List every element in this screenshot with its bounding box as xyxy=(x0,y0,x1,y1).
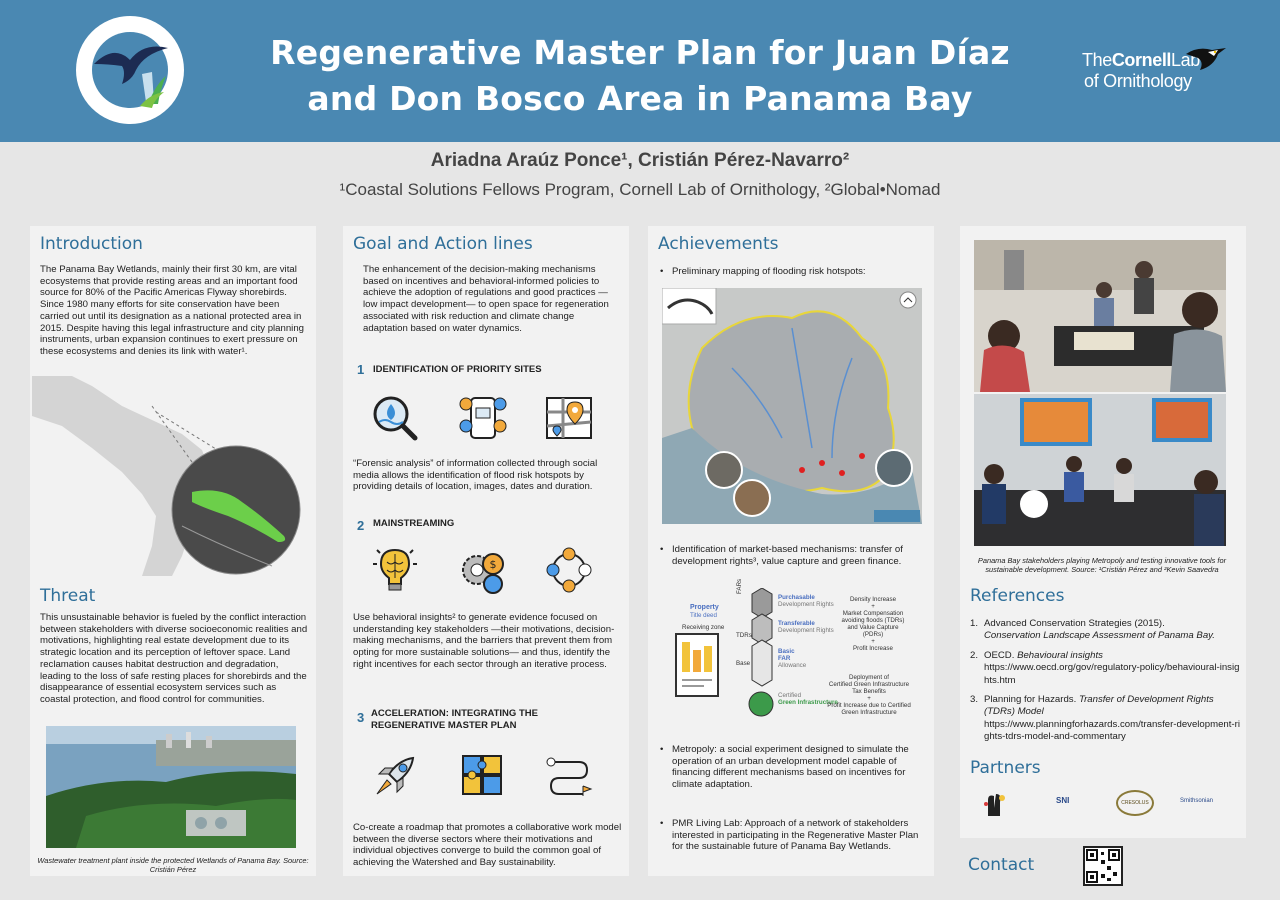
achievement-item-2: • Identification of market-based mechanisms: transfer of development rights³, value capture and green finance. xyxy=(672,544,928,567)
goal-intro: The enhancement of the decision-making mechanisms based on incentives and behavioral-informed policies to achieve the adoption of regulations and good practices —low impact development— to open space for regeneration associated with risk reduction and climate change adaptation based on water dynamics. xyxy=(363,264,609,334)
diagram-plus-1: + xyxy=(871,603,875,610)
diagram-density: Density Increase xyxy=(849,596,897,603)
authors: Ariadna Araúz Ponce¹, Cristián Pérez-Navarro² xyxy=(430,150,850,171)
reference-1-italic: Conservation Landscape Assessment of Panama Bay. xyxy=(984,630,1215,642)
threat-heading: Threat xyxy=(40,586,96,606)
diagram-basic-b: FAR xyxy=(778,655,791,662)
title-deed-icon xyxy=(674,632,720,698)
line-2-text: Use behavioral insights² to generate evidence focused on understanding key stakeholders —their motivations, decision-making mechanisms, and the barriers that prevent them from opting for more sustainable solutions— and thus, identify the right incentives for each sector through an iterative process. xyxy=(353,612,615,670)
diagram-deploy-5: Green Infrastructure xyxy=(841,709,897,716)
global-nomad-logo xyxy=(980,790,1010,820)
diagram-market-1: Market Compensation xyxy=(842,610,904,617)
reference-item-3 xyxy=(970,694,1240,744)
diagram-deploy-3: Tax Benefits xyxy=(852,688,886,695)
partner-logos xyxy=(974,788,1234,824)
photos-caption: Panama Bay stakeholders playing Metropoly and testing innovative tools for sustainable development. Source: ¹Cristián Pérez and ²Kevin Saavedra xyxy=(977,556,1227,574)
building-stack-icon xyxy=(748,588,774,718)
line-2-number: 2 xyxy=(357,518,365,533)
contact-qr-code[interactable] xyxy=(1083,846,1123,886)
contact-heading: Contact xyxy=(968,855,1035,875)
puzzle-icon xyxy=(457,750,509,802)
diagram-tdrs: TDRs xyxy=(736,632,752,639)
coastal-solutions-logo xyxy=(74,14,186,126)
diagram-transferable-a: Transferable xyxy=(778,620,815,627)
diagram-market-3: and Value Capture xyxy=(847,624,899,631)
reference-2-italic: Behavioural insights xyxy=(1017,650,1103,661)
reference-3-num: 3. xyxy=(970,694,979,705)
logo-ornithology: of Ornithology xyxy=(1084,71,1192,91)
achievement-item-1: • Preliminary mapping of flooding risk hotspots: xyxy=(672,266,928,278)
logo-lab: Lab xyxy=(1171,50,1200,70)
diagram-base: Base xyxy=(736,660,751,667)
cornell-lab-logo xyxy=(1078,44,1238,96)
diagram-deploy-1: Deployment of xyxy=(849,674,889,681)
reference-2-url[interactable]: https://www.oecd.org/gov/regulatory-policy/behavioural-insights.htm xyxy=(984,662,1240,686)
roadmap-icon xyxy=(543,750,595,802)
reference-2-num: 2. xyxy=(970,650,979,661)
diagram-basic-a: Basic xyxy=(778,648,795,655)
diagram-plus-2: + xyxy=(871,638,875,645)
reference-item-2 xyxy=(970,650,1240,687)
diagram-transferable-b: Development Rights xyxy=(778,627,834,634)
tdr-diagram xyxy=(668,578,918,728)
diagram-deploy-4: Profit Increase due to Certified xyxy=(827,702,911,709)
column-references xyxy=(960,226,1246,838)
americas-map-figure xyxy=(32,376,314,576)
diagram-certified-b: Green Infrastructure xyxy=(778,699,838,706)
line-3-title: ACCELERATION: INTEGRATING THE REGENERATIVE MASTER PLAN xyxy=(371,708,538,731)
diagram-purchasable-b: Development Rights xyxy=(778,601,834,608)
column-achievements xyxy=(648,226,934,876)
reference-1-num: 1. xyxy=(970,618,979,629)
line-3-text: Co-create a roadmap that promotes a collaborative work model between the diverse sectors where their motivations and individual objectives converge to build the common goal of achieving the Watershed and Bay sustainability. xyxy=(353,822,622,869)
goal-heading: Goal and Action lines xyxy=(353,234,533,254)
line-3-number: 3 xyxy=(357,710,365,725)
line-1-text: “Forensic analysis” of information collected through social media allows the identification of flood risk hotspots by providing details of location, images, dates and duration. xyxy=(353,458,598,493)
cresolus-logo: CRESOLUS xyxy=(1116,790,1154,816)
diagram-purchasable-a: Purchasable xyxy=(778,594,815,601)
water-search-icon xyxy=(369,392,421,444)
line-1-title: IDENTIFICATION OF PRIORITY SITES xyxy=(373,364,542,375)
logo-cornell: Cornell xyxy=(1111,50,1172,70)
achievement-item-4: • PMR Living Lab: Approach of a network of stakeholders interested in participating in the Regenerative Master Plan for the sustainable future of Panama Bay Wetlands. xyxy=(672,818,928,853)
achievements-heading: Achievements xyxy=(658,234,779,254)
threat-photo-caption: Wastewater treatment plant inside the protected Wetlands of Panama Bay. Source: Cristián Pérez xyxy=(37,856,309,874)
poster-header xyxy=(0,0,1280,142)
partners-heading: Partners xyxy=(970,758,1041,778)
rocket-icon xyxy=(369,750,421,802)
column-introduction xyxy=(30,226,316,876)
reference-3-italic: Transfer of Development Rights (TDRs) Model xyxy=(984,694,1214,718)
map-pin-icon xyxy=(543,392,595,444)
social-media-icon xyxy=(457,392,509,444)
diagram-certified-a: Certified xyxy=(778,692,802,699)
smithsonian-logo: Smithsonian xyxy=(1180,798,1214,804)
line-2-title: MAINSTREAMING xyxy=(373,518,455,529)
reference-2-plain: OECD. xyxy=(984,650,1015,661)
reference-item-1 xyxy=(970,618,1240,643)
bird-icon xyxy=(1184,44,1228,74)
diagram-title-deed: Title deed xyxy=(690,612,717,619)
diagram-property: Property xyxy=(690,604,719,611)
money-gears-icon xyxy=(457,544,509,596)
poster-title: Regenerative Master Plan for Juan Díaz and Don Bosco Area in Panama Bay xyxy=(270,33,1010,118)
brain-lightbulb-icon xyxy=(369,544,421,596)
diagram-fars: FARs xyxy=(736,578,743,594)
column-goal xyxy=(343,226,629,876)
sni-logo: SNI xyxy=(1056,796,1070,805)
line-1-number: 1 xyxy=(357,362,365,377)
achievement-item-3: • Metropoly: a social experiment designed to simulate the operation of an urban development model capable of financing different mechanisms based on incentives for climate adaptation. xyxy=(672,744,928,791)
diagram-profit: Profit Increase xyxy=(853,645,893,652)
reference-3-url[interactable]: https://www.planningforhazards.com/transfer-development-rights-tdrs-model-and-commentary xyxy=(984,718,1240,743)
logo-the: The xyxy=(1082,50,1112,70)
svg-text:$: $ xyxy=(489,558,497,571)
reference-3-plain: Planning for Hazards. xyxy=(984,694,1077,705)
introduction-heading: Introduction xyxy=(40,234,143,254)
cycle-network-icon xyxy=(543,544,595,596)
references-heading: References xyxy=(970,586,1065,606)
diagram-deploy-2: Certified Green Infrastructure xyxy=(828,681,910,688)
wastewater-plant-photo xyxy=(46,726,296,848)
diagram-market-2: avoiding floods (TDRs) xyxy=(841,617,905,624)
metropoly-game-photo xyxy=(974,240,1226,392)
diagram-plus-3: + xyxy=(867,695,871,702)
diagram-receiving-zone: Receiving zone xyxy=(682,624,725,631)
diagram-market-4: (PDRs) xyxy=(862,631,884,638)
workshop-photo xyxy=(974,394,1226,546)
diagram-basic-c: Allowance xyxy=(778,662,807,669)
introduction-text: The Panama Bay Wetlands, mainly their first 30 km, are vital ecosystems that provide resting areas and an important food source for 80% of the Pacific Americas Flyway shorebirds. Since 1980 many efforts for site conservation have been carried out until its designation as a national protected area in 2015. Despite having this legal infrastructure and city planning instruments, urban expansion continues to exert pressure on these ecosystems and denies its link with water¹. xyxy=(40,264,304,357)
affiliations: ¹Coastal Solutions Fellows Program, Cornell Lab of Ornithology, ²Global•Nomad xyxy=(339,180,941,199)
flood-risk-map xyxy=(662,288,922,524)
threat-text: This unsustainable behavior is fueled by the conflict interaction between stakeholders with diverse socioeconomic realities and motivations, highlighting real estate development due to its strategic location and its perception of leftover space. Land reclamation causes habitat destruction and degradation, leading to the loss of safe resting places for shorebirds and the disappearance of essential ecosystem services such as coastal protection, and flood control for communities. xyxy=(40,612,308,705)
reference-1-plain: Advanced Conservation Strategies (2015). xyxy=(984,618,1165,629)
diagram-density-block xyxy=(828,596,918,652)
diagram-deploy-block xyxy=(814,674,924,716)
